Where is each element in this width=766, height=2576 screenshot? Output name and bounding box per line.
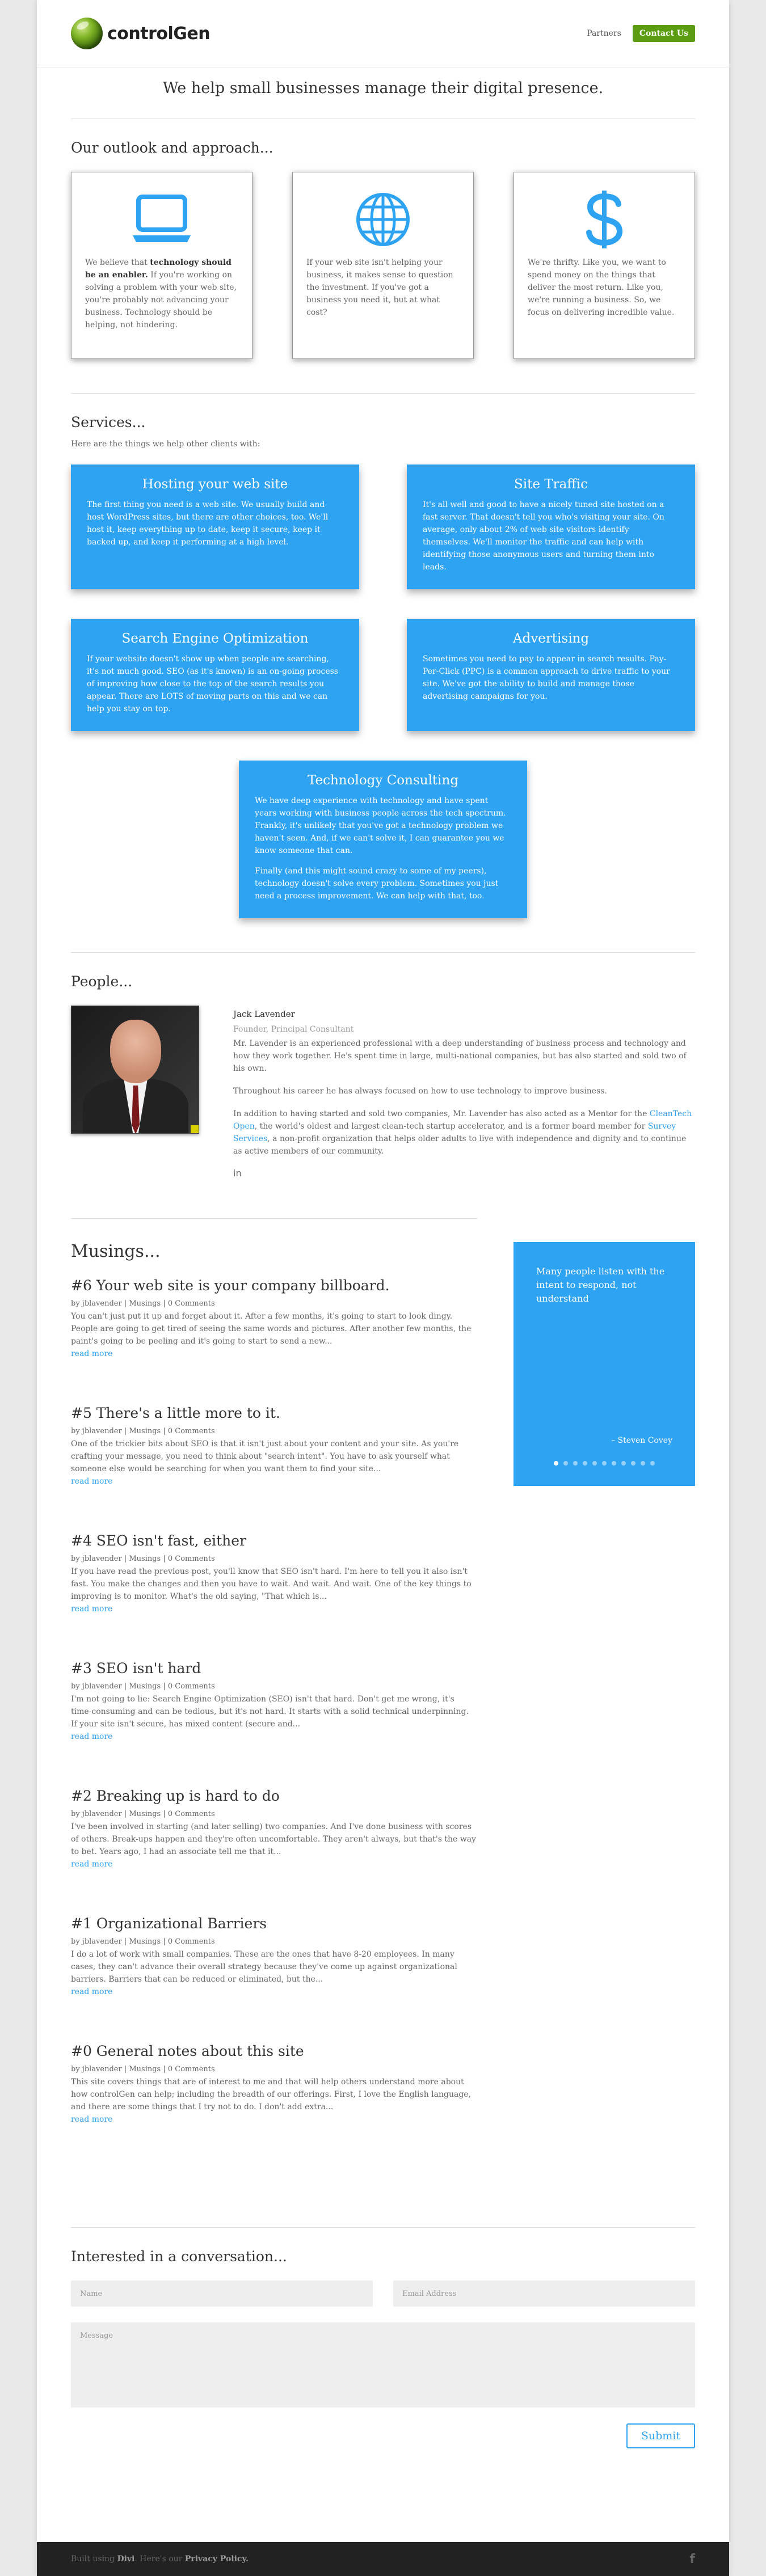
service-card-hosting: [71, 464, 359, 589]
divider: [71, 1218, 477, 1219]
slider-dots: [514, 1461, 695, 1466]
service-card-traffic: [407, 464, 695, 589]
outlook-card: [292, 172, 474, 359]
quote-author: – Steven Covey: [611, 1436, 672, 1445]
divider: [71, 952, 695, 953]
person-name: Jack Lavender: [233, 1009, 295, 1019]
read-more-link[interactable]: read more: [71, 2115, 113, 2124]
email-input[interactable]: Email Address: [393, 2281, 695, 2307]
site-header: [37, 0, 729, 67]
profile-photo: [71, 1006, 199, 1134]
slider-dot[interactable]: [602, 1461, 607, 1466]
service-title: Hosting your web site: [142, 477, 288, 492]
outlook-heading: Our outlook and approach...: [71, 140, 273, 156]
privacy-policy-link[interactable]: Privacy Policy.: [184, 2554, 249, 2564]
services-section: [37, 414, 729, 918]
laptop-icon: [131, 192, 193, 247]
logo-text: controlGen: [107, 23, 211, 44]
slider-dot[interactable]: [631, 1461, 635, 1466]
footer-text: Built using Divi. Here's our Privacy Policy.: [71, 2554, 249, 2564]
submit-button[interactable]: Submit: [626, 2423, 695, 2448]
linkedin-icon[interactable]: in: [233, 1168, 242, 1179]
service-title: Advertising: [512, 631, 590, 646]
quote-slider: [514, 1242, 695, 1486]
tagline: We help small businesses manage their digital presence.: [162, 79, 604, 97]
quote-text: Many people listen with the intent to respond, not understand: [536, 1266, 665, 1304]
post-title[interactable]: #4 SEO isn't fast, either: [71, 1532, 247, 1549]
message-textarea[interactable]: Message: [71, 2322, 695, 2408]
post-excerpt: This site covers things that are of interest to me and that will help others understand more about how controlGen can help; including the breadth of our offerings. First, I love the English language, and there are some things that I try not to do. I don't add extra...: [71, 2077, 472, 2112]
blog-post: [71, 2043, 477, 2124]
read-more-link[interactable]: read more: [71, 1860, 113, 1869]
site-footer: [37, 2542, 729, 2576]
divi-link[interactable]: Divi: [117, 2554, 135, 2564]
post-excerpt: If you have read the previous post, you'll know that SEO isn't hard. I'm here to tell you it also isn't fast. You make the changes and then you have to wait. And wait. And wait. One of the key things to improving is to monitor. What's the old saying, "That which is...: [71, 1567, 472, 1601]
facebook-icon[interactable]: f: [689, 2552, 695, 2566]
slider-dot[interactable]: [612, 1461, 616, 1466]
post-title[interactable]: #0 General notes about this site: [71, 2043, 304, 2059]
post-meta: by jblavender | Musings | 0 Comments: [71, 1810, 215, 1818]
blog-post: [71, 1532, 477, 1614]
musings-section: [37, 1218, 729, 2227]
people-section: [37, 973, 729, 1218]
blog-post: [71, 1405, 477, 1486]
read-more-link[interactable]: read more: [71, 1349, 113, 1358]
post-meta: by jblavender | Musings | 0 Comments: [71, 1555, 215, 1563]
slider-dot[interactable]: [563, 1461, 568, 1466]
divider: [71, 393, 695, 394]
nav-partners-link[interactable]: Partners: [587, 29, 621, 38]
post-excerpt: One of the trickier bits about SEO is that it isn't just about your content and your site. As you're crafting your message, you need to think about "search intent". You have to ask yourself what someone else would be searching for when you want them to find your site...: [71, 1439, 459, 1473]
read-more-link[interactable]: read more: [71, 1987, 113, 1996]
service-title: Technology Consulting: [307, 773, 459, 788]
blog-post: [71, 1788, 477, 1869]
post-meta: by jblavender | Musings | 0 Comments: [71, 1937, 215, 1946]
post-meta: by jblavender | Musings | 0 Comments: [71, 1427, 215, 1435]
post-title[interactable]: #6 Your web site is your company billboard.: [71, 1277, 390, 1294]
services-heading: Services...: [71, 414, 146, 430]
person-bio: Throughout his career he has always focused on how to use technology to improve business.: [233, 1087, 607, 1096]
people-heading: People...: [71, 973, 133, 990]
service-text: Sometimes you need to pay to appear in search results. Pay-Per-Click (PPC) is a common approach to drive traffic to your site. We've got the ability to build and manage those advertising campaigns for you.: [423, 654, 670, 701]
service-text: It's all well and good to have a nicely tuned site hosted on a fast server. That doesn't tell you who's visiting your site. On average, only about 2% of web site visitors identify themselves. We'll monitor the traffic and can help with identifying those anonymous users and turning them into leads.: [423, 500, 664, 572]
outlook-card-text: We believe that technology should be an enabler. If you're working on solving a problem with your web site, you're probably not advancing your business. Technology should be helping, not hindering.: [85, 258, 237, 330]
main-nav: [587, 25, 695, 42]
outlook-card-text: If your web site isn't helping your business, it makes sense to question the investment. If you've got a business you need it, but at what cost?: [306, 258, 453, 317]
post-title[interactable]: #5 There's a little more to it.: [71, 1405, 280, 1421]
survey-services-link[interactable]: Survey Services: [233, 1122, 676, 1143]
contact-heading: Interested in a conversation...: [71, 2248, 287, 2265]
post-meta: by jblavender | Musings | 0 Comments: [71, 1299, 215, 1308]
name-input[interactable]: Name: [71, 2281, 373, 2307]
blog-post: [71, 1915, 477, 1996]
logo-globe-icon: [71, 18, 103, 49]
service-text: The first thing you need is a web site. We usually build and host WordPress sites, but there are other choices, too. We'll host it, keep everything up to date, keep it secure, keep it backed up, and keep it performing at a high level.: [87, 500, 329, 547]
dollar-icon: [584, 188, 624, 251]
page: [37, 0, 729, 2576]
post-excerpt: I'm not going to lie: Search Engine Optimization (SEO) isn't that hard. Don't get me wrong, it's time-consuming and can be tedious, but it's not hard. It starts with a solid technical underpinning. If your site isn't secure, has mixed content (secure and...: [71, 1695, 469, 1729]
cleantech-link[interactable]: CleanTech Open: [233, 1109, 692, 1131]
globe-icon: [353, 190, 413, 249]
outlook-card: [514, 172, 695, 359]
slider-dot[interactable]: [592, 1461, 597, 1466]
person-role: Founder, Principal Consultant: [233, 1025, 354, 1034]
post-title[interactable]: #1 Organizational Barriers: [71, 1915, 267, 1932]
services-intro: Here are the things we help other clients with:: [71, 440, 260, 449]
blog-post: [71, 1277, 477, 1358]
read-more-link[interactable]: read more: [71, 1604, 113, 1614]
post-excerpt: I do a lot of work with small companies. These are the ones that have 8-20 employees. In many cases, they can't advance their overall strategy because they've come up against organizational barriers. Barriers that can be reduced or eliminated, but the...: [71, 1950, 457, 1984]
slider-dot[interactable]: [621, 1461, 626, 1466]
service-text: We have deep experience with technology and have spent years working with business people across the tech spectrum. Frankly, it's unlikely that you've got a technology problem we haven't seen. And, if we can't solve it, I can guarantee you we know someone that can.: [255, 796, 506, 855]
slider-dot[interactable]: [573, 1461, 578, 1466]
post-excerpt: I've been involved in starting (and later selling) two companies. And I've done business with scores of others. Break-ups happen and they're often uncomfortable. They aren't always, but that's the way to bet. Years ago, I had an associate tell me that it...: [71, 1822, 476, 1856]
service-title: Site Traffic: [514, 477, 588, 492]
blog-post: [71, 1660, 477, 1741]
read-more-link[interactable]: read more: [71, 1477, 113, 1486]
slider-dot[interactable]: [650, 1461, 655, 1466]
logo[interactable]: [71, 18, 210, 49]
service-text: If your website doesn't show up when people are searching, it's not much good. SEO (as it's known) is an on-going process of improving how close to the top of the search results you appear. There are LOTS of moving parts on this and we can help you stay on top.: [87, 654, 338, 713]
slider-dot[interactable]: [641, 1461, 645, 1466]
read-more-link[interactable]: read more: [71, 1732, 113, 1741]
service-text: Finally (and this might sound crazy to some of my peers), technology doesn't solve every problem. Sometimes you just need a process improvement. We can help with that, too.: [255, 867, 499, 901]
service-title: Search Engine Optimization: [121, 631, 309, 646]
person-bio: In addition to having started and sold two companies, Mr. Lavender has also acted as a Mentor for the CleanTech Open, the world's oldest and largest clean-tech startup accelerator, and is a former board member for Survey Services, a non-profit organization that helps older adults to live with independence and dignity and to continue as active members of our community.: [233, 1109, 692, 1156]
outlook-section: [37, 140, 729, 393]
post-excerpt: You can't just put it up and forget about it. After a few months, it's going to start to look dingy. People are going to get tired of seeing the same words and pictures. After another few months, the paint's going to be peeling and it's going to start to send a new...: [71, 1312, 472, 1346]
person-bio: Mr. Lavender is an experienced professional with a deep understanding of business process and technology and how they work together. He's spent time in large, multi-national companies, but has also started and sold two of his own.: [233, 1039, 687, 1073]
post-title[interactable]: #2 Breaking up is hard to do: [71, 1788, 280, 1804]
post-meta: by jblavender | Musings | 0 Comments: [71, 2065, 215, 2074]
post-title[interactable]: #3 SEO isn't hard: [71, 1660, 201, 1676]
service-card-advertising: [407, 619, 695, 731]
slider-dot[interactable]: [554, 1461, 558, 1466]
contact-us-button[interactable]: Contact Us: [633, 25, 695, 42]
musings-heading: Musings...: [71, 1241, 161, 1261]
service-card-consulting: [239, 761, 527, 918]
service-card-seo: [71, 619, 359, 731]
contact-section: [37, 2228, 729, 2488]
slider-dot[interactable]: [583, 1461, 587, 1466]
outlook-card: [71, 172, 252, 359]
outlook-card-text: We're thrifty. Like you, we want to spend money on the things that deliver the most return. Like you, we're running a business. So, we focus on delivering incredible value.: [528, 258, 675, 317]
post-meta: by jblavender | Musings | 0 Comments: [71, 1682, 215, 1691]
